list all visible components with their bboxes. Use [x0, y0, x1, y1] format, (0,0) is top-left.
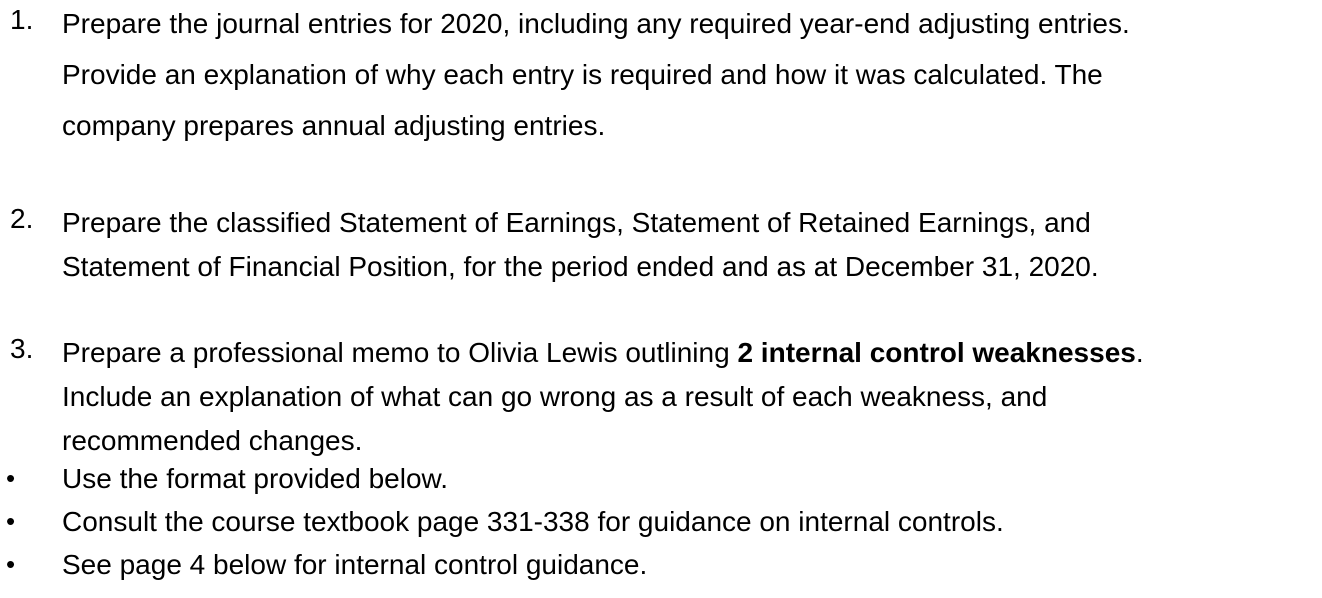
item-line-start: Prepare a professional memo to Olivia Lewis outlining: [62, 337, 738, 368]
item-line-with-bold: [62, 333, 1144, 377]
item-line-end: .: [1135, 337, 1144, 368]
bullet-icon: •: [6, 549, 16, 579]
emphasis-text: 2 internal control weaknesses: [737, 337, 1136, 368]
item-line: Prepare the classified Statement of Earnings, Statement of Retained Earnings, and: [62, 207, 1091, 238]
item-number: 1.: [10, 4, 34, 35]
item-line: Statement of Financial Position, for the period ended and as at December 31, 2020.: [62, 251, 1099, 282]
item-text: [62, 203, 1099, 291]
item-text: [62, 4, 1130, 157]
item-line: company prepares annual adjusting entries.: [62, 110, 606, 141]
item-text: [62, 333, 1144, 465]
bullet-icon: •: [6, 506, 16, 536]
bullet-text: Consult the course textbook page 331-338 for guidance on internal controls.: [62, 506, 1004, 537]
item-line: recommended changes.: [62, 425, 363, 456]
bullet-icon: •: [6, 463, 16, 493]
item-line: Provide an explanation of why each entry is required and how it was calculated. The: [62, 59, 1103, 90]
bullet-text: See page 4 below for internal control guidance.: [62, 549, 648, 580]
item-line: Include an explanation of what can go wrong as a result of each weakness, and: [62, 381, 1048, 412]
item-number: 2.: [10, 203, 34, 234]
item-number: 3.: [10, 333, 34, 364]
item-line: Prepare the journal entries for 2020, including any required year-end adjusting entries.: [62, 8, 1130, 39]
bullet-text: Use the format provided below.: [62, 463, 448, 494]
